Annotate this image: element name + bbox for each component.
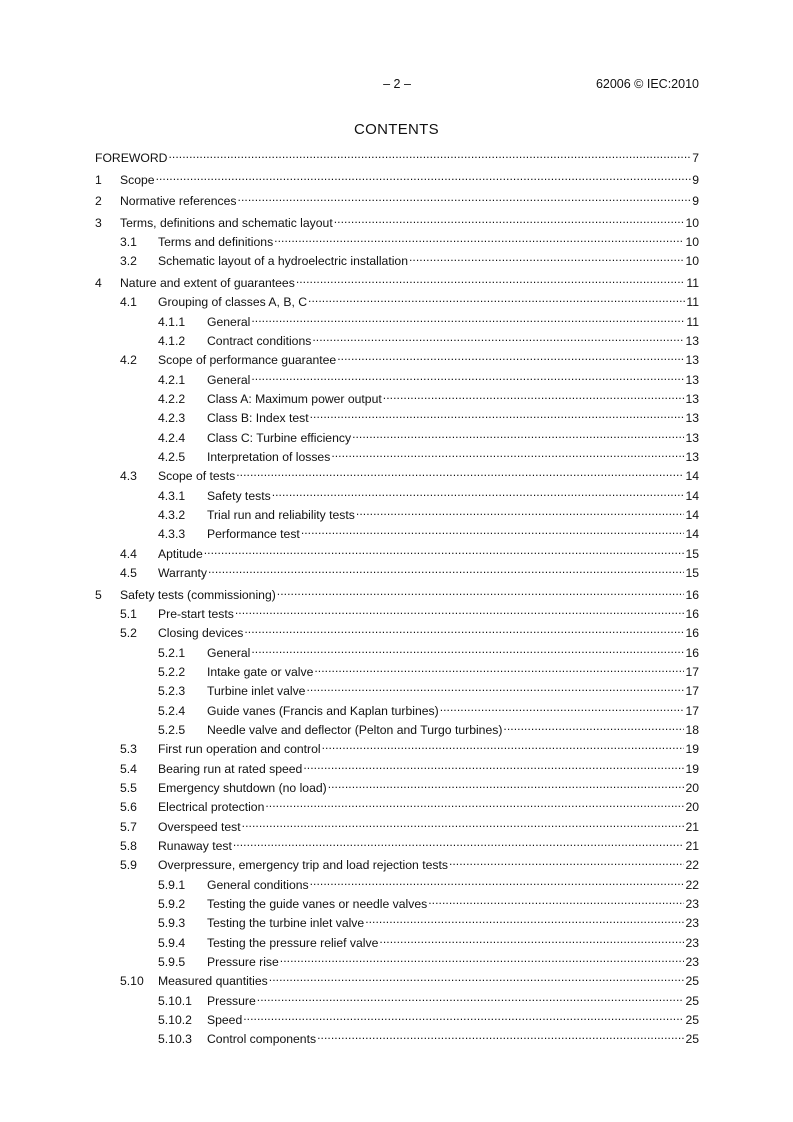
toc-entry[interactable]	[95, 587, 699, 606]
dot-leader	[379, 935, 684, 947]
toc-entry-page: 14	[685, 507, 699, 522]
toc-entry-title: Bearing run at rated speed	[158, 761, 303, 776]
toc-entry-title: Performance test	[207, 527, 300, 542]
dot-leader	[322, 741, 685, 753]
toc-entry[interactable]	[95, 877, 699, 896]
toc-entry-number: 4.2.3	[158, 411, 186, 426]
toc-entry[interactable]	[95, 799, 699, 818]
dot-leader	[409, 253, 684, 265]
toc-entry-title: Turbine inlet valve	[207, 684, 306, 699]
toc-entry-page: 25	[685, 974, 699, 989]
toc-entry-number: 5.1	[120, 606, 137, 621]
toc-entry[interactable]	[95, 664, 699, 683]
toc-entry-title: Nature and extent of guarantees	[120, 275, 295, 290]
toc-entry-page: 15	[685, 565, 699, 580]
toc-entry-number: 5.9	[120, 858, 137, 873]
toc-entry-number: 5.2.1	[158, 645, 186, 660]
toc-entry-page: 25	[685, 1032, 699, 1047]
toc-entry-number: 5	[95, 587, 102, 602]
toc-entry-title: Intake gate or valve	[207, 664, 314, 679]
toc-entry-number: 5.10.3	[158, 1032, 192, 1047]
toc-entry[interactable]	[95, 915, 699, 934]
toc-entry[interactable]	[95, 150, 699, 169]
toc-entry-number: 2	[95, 194, 102, 209]
toc-entry-title: Testing the turbine inlet valve	[207, 916, 365, 931]
toc-entry-title: Schematic layout of a hydroelectric installation	[158, 254, 408, 269]
toc-entry-title: Pre-start tests	[158, 606, 234, 621]
dot-leader	[312, 333, 684, 345]
toc-entry[interactable]	[95, 993, 699, 1012]
toc-entry-title: Safety tests (commissioning)	[120, 587, 276, 602]
toc-entry-page: 7	[692, 151, 699, 165]
dot-leader	[242, 819, 685, 831]
toc-entry[interactable]	[95, 896, 699, 915]
dot-leader	[337, 352, 684, 364]
toc-entry-page: 14	[685, 469, 699, 484]
toc-entry-number: 5.6	[120, 800, 137, 815]
toc-entry[interactable]	[95, 507, 699, 526]
toc-entry-page: 13	[685, 372, 699, 387]
toc-entry-number: 5.2.2	[158, 664, 186, 679]
toc-entry-number: 5.9.2	[158, 897, 186, 911]
toc-entry-page: 13	[685, 430, 699, 445]
toc-entry-number: 4.3.2	[158, 507, 186, 522]
dot-leader	[328, 780, 685, 792]
toc-entry-number: 5.2.3	[158, 684, 186, 699]
toc-entry[interactable]	[95, 857, 699, 876]
toc-entry-page: 20	[685, 780, 699, 795]
dot-leader	[274, 234, 684, 246]
dot-leader	[251, 645, 684, 657]
toc-entry-number: 5.10.2	[158, 1013, 192, 1028]
toc-entry-number: 4.3.3	[158, 527, 186, 542]
toc-entry-title: Class C: Turbine efficiency	[207, 430, 352, 445]
toc-entry-page: 22	[685, 858, 699, 873]
toc-entry-title: Aptitude	[158, 546, 203, 561]
dot-leader	[306, 683, 684, 695]
toc-entry-title: Runaway test	[158, 838, 232, 853]
toc-entry-page: 13	[685, 353, 699, 368]
toc-entry[interactable]	[95, 780, 699, 799]
toc-entry-page: 11	[686, 295, 699, 310]
dot-leader	[235, 606, 685, 618]
toc-entry-title: General	[207, 314, 251, 329]
toc-entry-page: 11	[686, 314, 699, 329]
dot-leader	[168, 150, 691, 162]
toc-entry-title: Emergency shutdown (no load)	[158, 780, 327, 795]
toc-entry[interactable]	[95, 275, 699, 294]
toc-entry-number: 5.10.1	[158, 993, 192, 1008]
dot-leader	[236, 468, 684, 480]
toc-entry-title: Closing devices	[158, 626, 244, 641]
toc-entry-title: Contract conditions	[207, 333, 312, 348]
toc-entry-number: 3.1	[120, 234, 137, 249]
toc-entry-title: Warranty	[158, 565, 207, 580]
dot-leader	[310, 877, 685, 889]
toc-entry-page: 10	[685, 254, 699, 269]
toc-entry-page: 22	[685, 877, 699, 892]
toc-entry-page: 21	[685, 819, 699, 834]
toc-entry-number: 5.8	[120, 838, 137, 853]
toc-entry[interactable]	[95, 352, 699, 371]
toc-entry[interactable]	[95, 819, 699, 838]
toc-entry-title: Testing the guide vanes or needle valves	[207, 897, 428, 911]
toc-entry[interactable]	[95, 526, 699, 545]
toc-entry[interactable]	[95, 741, 699, 760]
dot-leader	[449, 857, 685, 869]
toc-entry-page: 23	[685, 916, 699, 931]
dot-leader	[334, 215, 685, 227]
dot-leader	[265, 799, 684, 811]
toc-entry-number: 5.9.4	[158, 935, 186, 950]
toc-entry-page: 13	[685, 333, 699, 348]
toc-entry-page: 23	[685, 897, 699, 911]
toc-entry[interactable]	[95, 430, 699, 449]
toc-entry-page: 25	[685, 1013, 699, 1028]
toc-entry-number: 4.3	[120, 469, 137, 484]
toc-entry-title: Terms and definitions	[158, 234, 274, 249]
toc-entry-page: 11	[686, 275, 699, 290]
toc-entry-page: 10	[685, 234, 699, 249]
dot-leader	[352, 430, 684, 442]
toc-entry[interactable]	[95, 683, 699, 702]
toc-entry-number: 5.9.5	[158, 955, 186, 970]
dot-leader	[156, 172, 692, 184]
dot-leader	[310, 410, 685, 422]
toc-entry-title: Speed	[207, 1013, 243, 1028]
toc-entry-page: 9	[692, 172, 699, 187]
toc-entry[interactable]	[95, 703, 699, 722]
dot-leader	[280, 954, 685, 966]
toc-entry-number: 5.2.5	[158, 722, 186, 737]
dot-leader	[257, 993, 685, 1005]
document-id: 62006 © IEC:2010	[595, 77, 699, 91]
dot-leader	[277, 587, 685, 599]
toc-entry-page: 17	[685, 684, 699, 699]
dot-leader	[272, 488, 685, 500]
toc-entry[interactable]	[95, 838, 699, 857]
toc-entry-title: Scope of performance guarantee	[158, 353, 337, 368]
toc-entry[interactable]	[95, 1012, 699, 1031]
toc-entry-number: 5.2	[120, 626, 137, 641]
toc-entry[interactable]	[95, 234, 699, 253]
toc-entry[interactable]	[95, 468, 699, 487]
toc-entry[interactable]	[95, 294, 699, 313]
dot-leader	[208, 565, 684, 577]
dot-leader	[303, 761, 684, 773]
toc-entry-title: General	[207, 372, 251, 387]
dot-leader	[296, 275, 686, 287]
toc-entry[interactable]	[95, 935, 699, 954]
toc-entry-title: Electrical protection	[158, 800, 265, 815]
toc-entry-page: 15	[685, 546, 699, 561]
toc-entry-title: First run operation and control	[158, 742, 321, 757]
toc-entry-title: Needle valve and deflector (Pelton and Turgo turbines)	[207, 722, 503, 737]
toc-entry-page: 13	[685, 411, 699, 426]
toc-entry-page: 16	[685, 606, 699, 621]
toc-entry[interactable]	[95, 372, 699, 391]
dot-leader	[269, 973, 685, 985]
toc-entry[interactable]	[95, 488, 699, 507]
toc-entry[interactable]	[95, 172, 699, 191]
toc-entry-number: 4.5	[120, 565, 137, 580]
dot-leader	[251, 372, 684, 384]
toc-entry-page: 9	[692, 194, 699, 209]
toc-entry-title: Normative references	[120, 194, 237, 209]
table-of-contents	[95, 150, 699, 1051]
toc-entry-title: Scope	[120, 172, 155, 187]
toc-entry-page: 16	[685, 626, 699, 641]
toc-entry-page: 17	[685, 664, 699, 679]
toc-entry[interactable]	[95, 1031, 699, 1050]
toc-entry-number: 4.2.4	[158, 430, 186, 445]
toc-entry-title: Class A: Maximum power output	[207, 391, 382, 406]
dot-leader	[314, 664, 684, 676]
dot-leader	[301, 526, 685, 538]
toc-entry-title: Pressure rise	[207, 955, 279, 970]
toc-entry[interactable]	[95, 565, 699, 584]
toc-entry-number: 3.2	[120, 254, 137, 269]
toc-entry[interactable]	[95, 973, 699, 992]
toc-entry-number: 5.4	[120, 761, 137, 776]
toc-entry-number: 4.4	[120, 546, 137, 561]
toc-entry-title: General	[207, 645, 251, 660]
toc-entry[interactable]	[95, 253, 699, 272]
toc-entry-title: Overspeed test	[158, 819, 241, 834]
toc-entry-number: 4.1.1	[158, 314, 186, 329]
dot-leader	[503, 722, 684, 734]
toc-entry-page: 23	[685, 935, 699, 950]
toc-entry-number: 4.2	[120, 353, 137, 368]
toc-entry[interactable]	[95, 645, 699, 664]
toc-entry[interactable]	[95, 546, 699, 565]
toc-entry[interactable]	[95, 215, 699, 234]
toc-entry-number: 4.2.2	[158, 391, 186, 406]
dot-leader	[331, 449, 684, 461]
toc-entry-title: Safety tests	[207, 488, 271, 503]
dot-leader	[365, 915, 684, 927]
dot-leader	[428, 896, 684, 908]
toc-entry-number: 4.3.1	[158, 488, 186, 503]
toc-entry-number: 5.2.4	[158, 703, 186, 718]
toc-entry-number: 5.9.1	[158, 877, 186, 892]
dot-leader	[238, 193, 692, 205]
toc-entry-title: Guide vanes (Francis and Kaplan turbines)	[207, 703, 439, 718]
toc-entry[interactable]	[95, 193, 699, 212]
toc-entry-page: 18	[685, 722, 699, 737]
toc-entry-title: Grouping of classes A, B, C	[158, 295, 308, 310]
toc-entry-number: 4.2.1	[158, 372, 186, 387]
toc-entry-number: 4.1	[120, 295, 137, 310]
toc-entry-title: Testing the pressure relief valve	[207, 935, 379, 950]
toc-entry-number: 1	[95, 172, 102, 187]
toc-entry-page: 21	[685, 838, 699, 853]
dot-leader	[233, 838, 685, 850]
toc-entry-title: General conditions	[207, 877, 309, 892]
dot-leader	[383, 391, 685, 403]
toc-entry-number: 3	[95, 215, 102, 230]
toc-entry[interactable]	[95, 391, 699, 410]
toc-entry[interactable]	[95, 722, 699, 741]
toc-entry-page: 23	[685, 955, 699, 970]
toc-entry-page: 14	[685, 488, 699, 503]
toc-entry-title: Trial run and reliability tests	[207, 507, 355, 522]
toc-entry-title: Measured quantities	[158, 974, 268, 989]
toc-entry-page: 14	[685, 527, 699, 542]
toc-entry-number: 5.10	[120, 974, 144, 989]
toc-entry-page: 13	[685, 391, 699, 406]
toc-entry-title: Terms, definitions and schematic layout	[120, 215, 333, 230]
toc-entry-page: 13	[685, 449, 699, 464]
toc-entry-number: 5.9.3	[158, 916, 186, 931]
toc-entry-page: 19	[685, 742, 699, 757]
dot-leader	[308, 294, 685, 306]
toc-entry-number: 5.3	[120, 742, 137, 757]
toc-entry-page: 19	[685, 761, 699, 776]
toc-entry-title: Scope of tests	[158, 469, 236, 484]
dot-leader	[244, 625, 684, 637]
toc-entry-title: Control components	[207, 1032, 317, 1047]
toc-entry[interactable]	[95, 449, 699, 468]
toc-entry-page: 16	[685, 587, 699, 602]
toc-entry-number: 5.7	[120, 819, 137, 834]
toc-entry-page: 16	[685, 645, 699, 660]
page-number: – 2 –	[383, 77, 411, 91]
toc-entry-title: Overpressure, emergency trip and load rejection tests	[158, 858, 448, 873]
page-header	[95, 77, 699, 93]
toc-entry-number: 4	[95, 275, 102, 290]
page-title: CONTENTS	[354, 121, 439, 138]
toc-entry-page: 17	[685, 703, 699, 718]
toc-entry[interactable]	[95, 954, 699, 973]
toc-entry-number: 4.2.5	[158, 449, 186, 464]
toc-entry[interactable]	[95, 761, 699, 780]
dot-leader	[251, 314, 685, 326]
dot-leader	[317, 1031, 684, 1043]
dot-leader	[204, 546, 685, 558]
toc-entry-number: 5.5	[120, 780, 137, 795]
toc-entry-page: 20	[685, 800, 699, 815]
toc-entry-page: 25	[685, 993, 699, 1008]
dot-leader	[243, 1012, 684, 1024]
dot-leader	[440, 703, 685, 715]
toc-entry[interactable]	[95, 606, 699, 625]
toc-entry-title: Class B: Index test	[207, 411, 309, 426]
toc-entry-title: FOREWORD	[95, 151, 168, 165]
toc-entry-title: Interpretation of losses	[207, 449, 331, 464]
dot-leader	[356, 507, 685, 519]
toc-entry[interactable]	[95, 314, 699, 333]
toc-entry-title: Pressure	[207, 993, 256, 1008]
toc-entry[interactable]	[95, 333, 699, 352]
toc-entry[interactable]	[95, 625, 699, 644]
toc-entry[interactable]	[95, 410, 699, 429]
toc-entry-page: 10	[685, 215, 699, 230]
toc-entry-number: 4.1.2	[158, 333, 186, 348]
